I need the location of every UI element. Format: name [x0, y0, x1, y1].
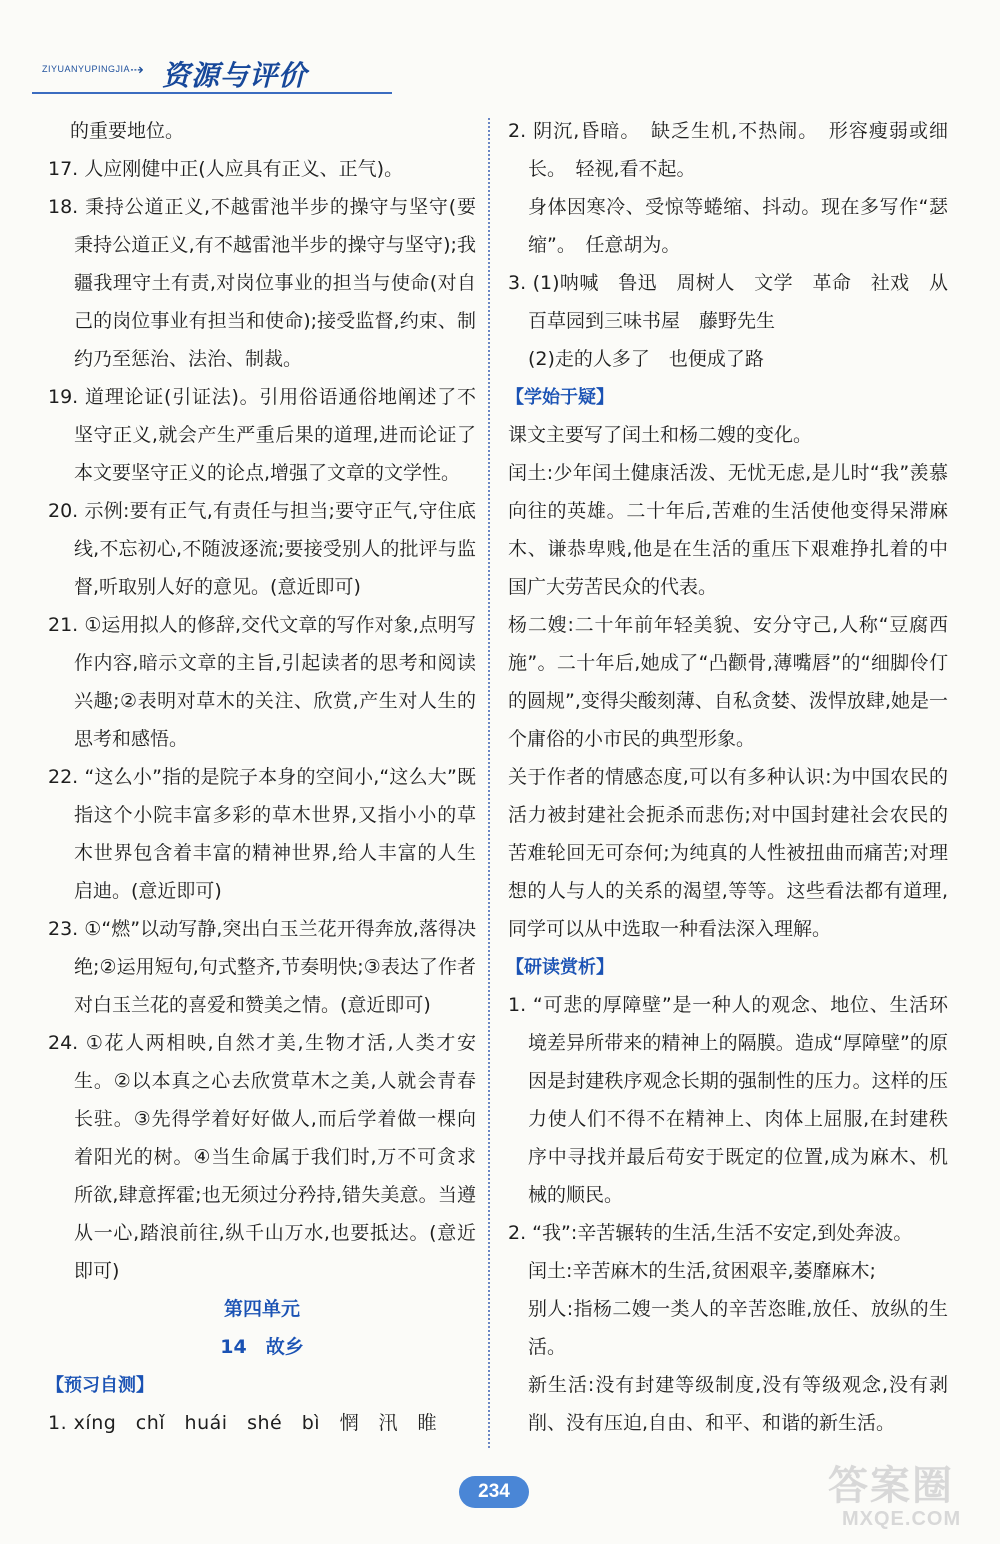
answer-item: 17. 人应刚健中正(人应具有正义、正气)。 [48, 158, 404, 180]
watermark-url: MXQE.COM [842, 1508, 962, 1530]
section-tag: 【学始于疑】 [506, 387, 614, 408]
answer-item: 20. 示例:要有正气,有责任与担当;要守正气,守住底线,不忘初心,不随波逐流;要接受别人的批评与监督,听取别人好的意见。(意近即可) [48, 500, 476, 598]
paragraph: 关于作者的情感态度,可以有多种认识:为中国农民的活力被封建社会扼杀而悲伤;对中国封建社会农民的苦难轮回无可奈何;为纯真的人性被扭曲而痛苦;对理想的人与人的关系的渴望,等等。这些看法都有道理,同学可以从中选取一种看法深入理解。 [508, 766, 948, 940]
paragraph: 闰土:少年闰土健康活泼、无忧无虑,是儿时“我”羡慕向往的英雄。二十年后,苦难的生活使他变得呆滞麻木、谦恭卑贱,他是在生活的重压下艰难挣扎着的中国广大劳苦民众的代表。 [508, 462, 948, 598]
header-pinyin: ZIYUANYUPINGJIA [42, 64, 131, 74]
watermark [828, 1464, 961, 1530]
answer-item: 2. “我”:辛苦辗转的生活,生活不安定,到处奔波。 [508, 1222, 913, 1244]
answer-subline: 闰土:辛苦麻木的生活,贫困艰辛,萎靡麻木; [528, 1260, 876, 1282]
unit-heading: 14 故乡 [220, 1336, 304, 1358]
answer-subline: (2)走的人多了 也便成了路 [528, 348, 764, 370]
answer-subline: 身体因寒冷、受惊等蜷缩、抖动。现在多写作“瑟缩”。 任意胡为。 [528, 196, 948, 256]
book-header [20, 50, 400, 98]
answer-item: 23. ①“燃”以动写静,突出白玉兰花开得奔放,落得决绝;②运用短句,句式整齐,节奏明快;③表达了作者对白玉兰花的喜爱和赞美之情。(意近即可) [48, 918, 476, 1016]
section-tag: 【研读赏析】 [506, 957, 614, 978]
answer-item: 24. ①花人两相映,自然才美,生物才活,人类才安生。②以本真之心去欣赏草木之美,人就会青春长驻。③先得学着好好做人,而后学着做一棵向着阳光的树。④当生命属于我们时,万不可贪求所欲,肆意挥霍;也无须过分矜持,错失美意。当遵从一心,踏浪前往,纵千山万水,也要抵达。(意近即可) [48, 1032, 476, 1282]
column-divider [488, 118, 490, 1448]
paragraph: 杨二嫂:二十年前年轻美貌、安分守己,人称“豆腐西施”。二十年后,她成了“凸颧骨,薄嘴唇”的“细脚伶仃的圆规”,变得尖酸刻薄、自私贪婪、泼悍放肆,她是一个庸俗的小市民的典型形象。 [508, 614, 948, 750]
answer-item: 3. (1)呐喊 鲁迅 周树人 文学 革命 社戏 从百草园到三味书屋 藤野先生 [508, 272, 948, 332]
arrow-icon: ⇢ [130, 60, 144, 79]
answer-item: 19. 道理论证(引证法)。引用俗语通俗地阐述了不坚守正义,就会产生严重后果的道理,进而论证了本文要坚守正义的论点,增强了文章的文学性。 [48, 386, 476, 484]
answer-item: 1. “可悲的厚障壁”是一种人的观念、地位、生活环境差异所带来的精神上的隔膜。造成“厚障壁”的原因是封建秩序观念长期的强制性的压力。这样的压力使人们不得不在精神上、肉体上屈服,在封建秩序中寻找并最后苟安于既定的位置,成为麻木、机械的顺民。 [508, 994, 948, 1206]
watermark-logo: 答案圈 [828, 1463, 954, 1509]
answer-item: 18. 秉持公道正义,不越雷池半步的操守与坚守(要秉持公道正义,有不越雷池半步的操守与坚守);我疆我理守土有责,对岗位事业的担当与使命(对自己的岗位事业有担当和使命);接受监督,约束、制约乃至惩治、法治、制裁。 [48, 196, 476, 370]
left-column [48, 112, 476, 1442]
section-tag-row [508, 378, 948, 416]
answer-continuation: 的重要地位。 [70, 120, 185, 142]
answer-item: 22. “这么小”指的是院子本身的空间小,“这么大”既指这个小院丰富多彩的草木世界,又指小小的草木世界包含着丰富的精神世界,给人丰富的人生启迪。(意近即可) [48, 766, 476, 902]
answer-subline: 别人:指杨二嫂一类人的辛苦恣睢,放任、放纵的生活。 [528, 1298, 948, 1358]
header-logo: 资源与评价 [162, 59, 308, 92]
section-tag-row [48, 1366, 476, 1404]
header-rule [32, 92, 392, 94]
answer-item: 2. 阴沉,昏暗。 缺乏生机,不热闹。 形容瘦弱或细长。 轻视,看不起。 [508, 120, 948, 180]
paragraph: 课文主要写了闰土和杨二嫂的变化。 [508, 424, 813, 446]
answer-subline: 新生活:没有封建等级制度,没有等级观念,没有剥削、没有压迫,自由、和平、和谐的新生活。 [528, 1374, 948, 1434]
unit-heading: 第四单元 [223, 1298, 300, 1320]
answer-item: 21. ①运用拟人的修辞,交代文章的写作对象,点明写作内容,暗示文章的主旨,引起读者的思考和阅读兴趣;②表明对草木的关注、欣赏,产生对人生的思考和感悟。 [48, 614, 476, 750]
page-number-badge: 234 [459, 1476, 529, 1508]
right-column [508, 112, 948, 1442]
section-tag: 【预习自测】 [46, 1375, 154, 1396]
section-tag-row [508, 948, 948, 986]
answer-item: 1. xíng chǐ huái shé bì 惘 汛 睢 [48, 1412, 438, 1434]
